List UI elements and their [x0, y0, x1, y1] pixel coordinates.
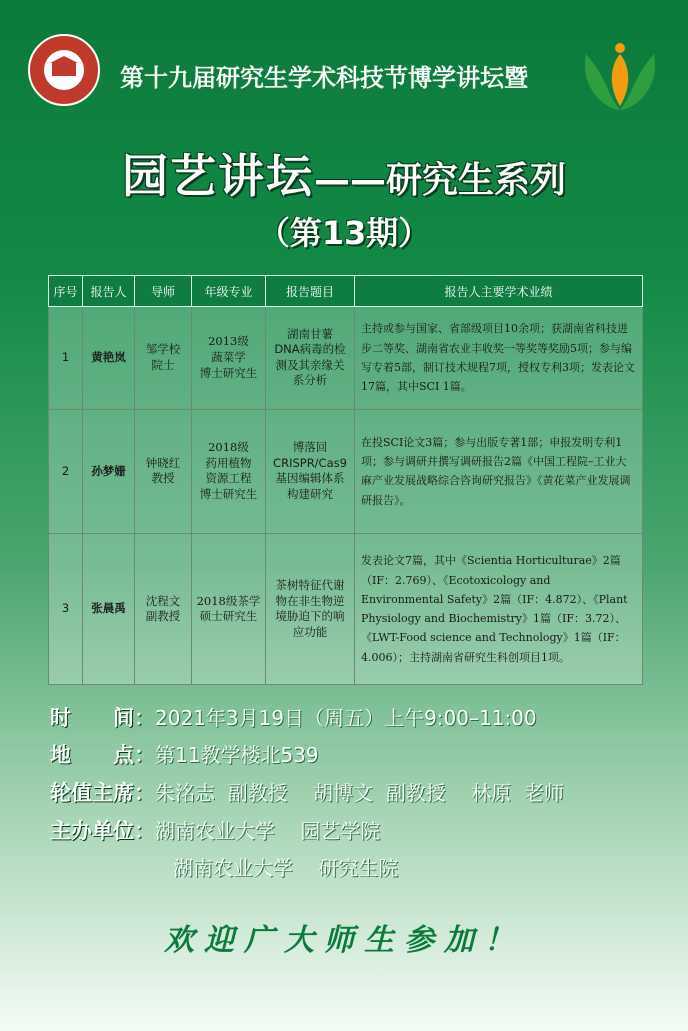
header-advisor: 导师 [135, 276, 192, 307]
info-time [50, 702, 537, 732]
cell-speaker: 张晨禹 [83, 534, 135, 685]
cell-achievements: 发表论文7篇，其中《Scientia Horticulturae》2篇（IF：2.769）、《Ecotoxicology and Environmental Safety》2篇（IF：4.872）、《Plant Physiology and Biochemistry》1篇（IF：3.72）、《LWT-Food science and Technology》1篇（IF：4.006）；主持湖南省研究生科创项目1项。 [355, 534, 643, 685]
speaker-table-wrapper [48, 275, 642, 685]
info-host-2 [173, 852, 398, 881]
header-topic: 报告题目 [266, 276, 355, 307]
host-value-2: 湖南农业大学 研究生院 [173, 856, 399, 880]
cell-major: 2013级 蔬菜学 博士研究生 [192, 307, 266, 410]
host-label: 主办单位： [50, 818, 155, 843]
cell-achievements: 主持或参与国家、省部级项目10余项；获湖南省科技进步二等奖、湖南省农业丰收奖一等奖等奖励5项；参与编写专着5部，制订技术规程7项，授权专利3项；发表论文17篇，其中SCI 1篇。 [355, 307, 643, 410]
header-achievements: 报告人主要学术业绩 [355, 276, 643, 307]
info-host [50, 815, 380, 845]
cell-topic: 茶树特征代谢 物在非生物逆 境胁迫下的响 应功能 [266, 534, 355, 685]
issue-number: （第13期） [257, 214, 431, 252]
cell-advisor: 沈程文 副教授 [135, 534, 192, 685]
table-header-row [49, 276, 643, 307]
place-value: 第11教学楼北539 [155, 743, 319, 767]
time-value: 2021年3月19日（周五）上午9:00–11:00 [155, 706, 537, 730]
info-chair [50, 777, 564, 807]
cell-major: 2018级茶学 硕士研究生 [192, 534, 266, 685]
speaker-table [48, 275, 643, 685]
chair-label: 轮值主席： [50, 780, 155, 805]
logo-building-shape [52, 62, 76, 76]
header-no: 序号 [49, 276, 83, 307]
table-row [49, 307, 643, 410]
cell-no: 2 [49, 409, 83, 534]
cell-advisor: 邹学校 院士 [135, 307, 192, 410]
table-row [49, 409, 643, 534]
info-place [50, 739, 319, 769]
cell-achievements: 在投SCI论文3篇；参与出版专著1部；申报发明专利1项；参与调研并撰写调研报告2篇《中国工程院–工业大麻产业发展战略综合咨询研究报告》《黄花菜产业发展调研报告》。 [355, 409, 643, 534]
cell-no: 1 [49, 307, 83, 410]
header-speaker: 报告人 [83, 276, 135, 307]
time-label: 时 间： [50, 705, 155, 730]
main-title [0, 140, 688, 206]
cell-topic: 湖南甘薯 DNA病毒的检 测及其亲缘关 系分析 [266, 307, 355, 410]
cell-advisor: 钟晓红 教授 [135, 409, 192, 534]
table-row [49, 534, 643, 685]
logo-emblem [44, 50, 84, 90]
logo-center-dot [615, 43, 625, 53]
place-label: 地 点： [50, 742, 155, 767]
cell-speaker: 黄艳岚 [83, 307, 135, 410]
cell-no: 3 [49, 534, 83, 685]
horticulture-logo [580, 36, 660, 116]
main-title-big: 园艺讲坛 [121, 149, 314, 203]
header-major: 年级专业 [192, 276, 266, 307]
cell-speaker: 孙梦姗 [83, 409, 135, 534]
logo-center-leaf [612, 54, 629, 106]
cell-topic: 博落回 CRISPR/Cas9 基因编辑体系 构建研究 [266, 409, 355, 534]
host-value-1: 湖南农业大学 园艺学院 [155, 819, 381, 843]
main-title-small: ——研究生系列 [313, 160, 566, 201]
cell-major: 2018级 药用植物 资源工程 博士研究生 [192, 409, 266, 534]
forum-subtitle: 第十九届研究生学术科技节博学讲坛暨 [120, 63, 528, 92]
chair-value: 朱洺志 副教授 胡博文 副教授 林原 老师 [155, 781, 565, 805]
university-logo [28, 34, 100, 106]
welcome-slogan: 欢迎广大师生参加！ [164, 923, 524, 958]
